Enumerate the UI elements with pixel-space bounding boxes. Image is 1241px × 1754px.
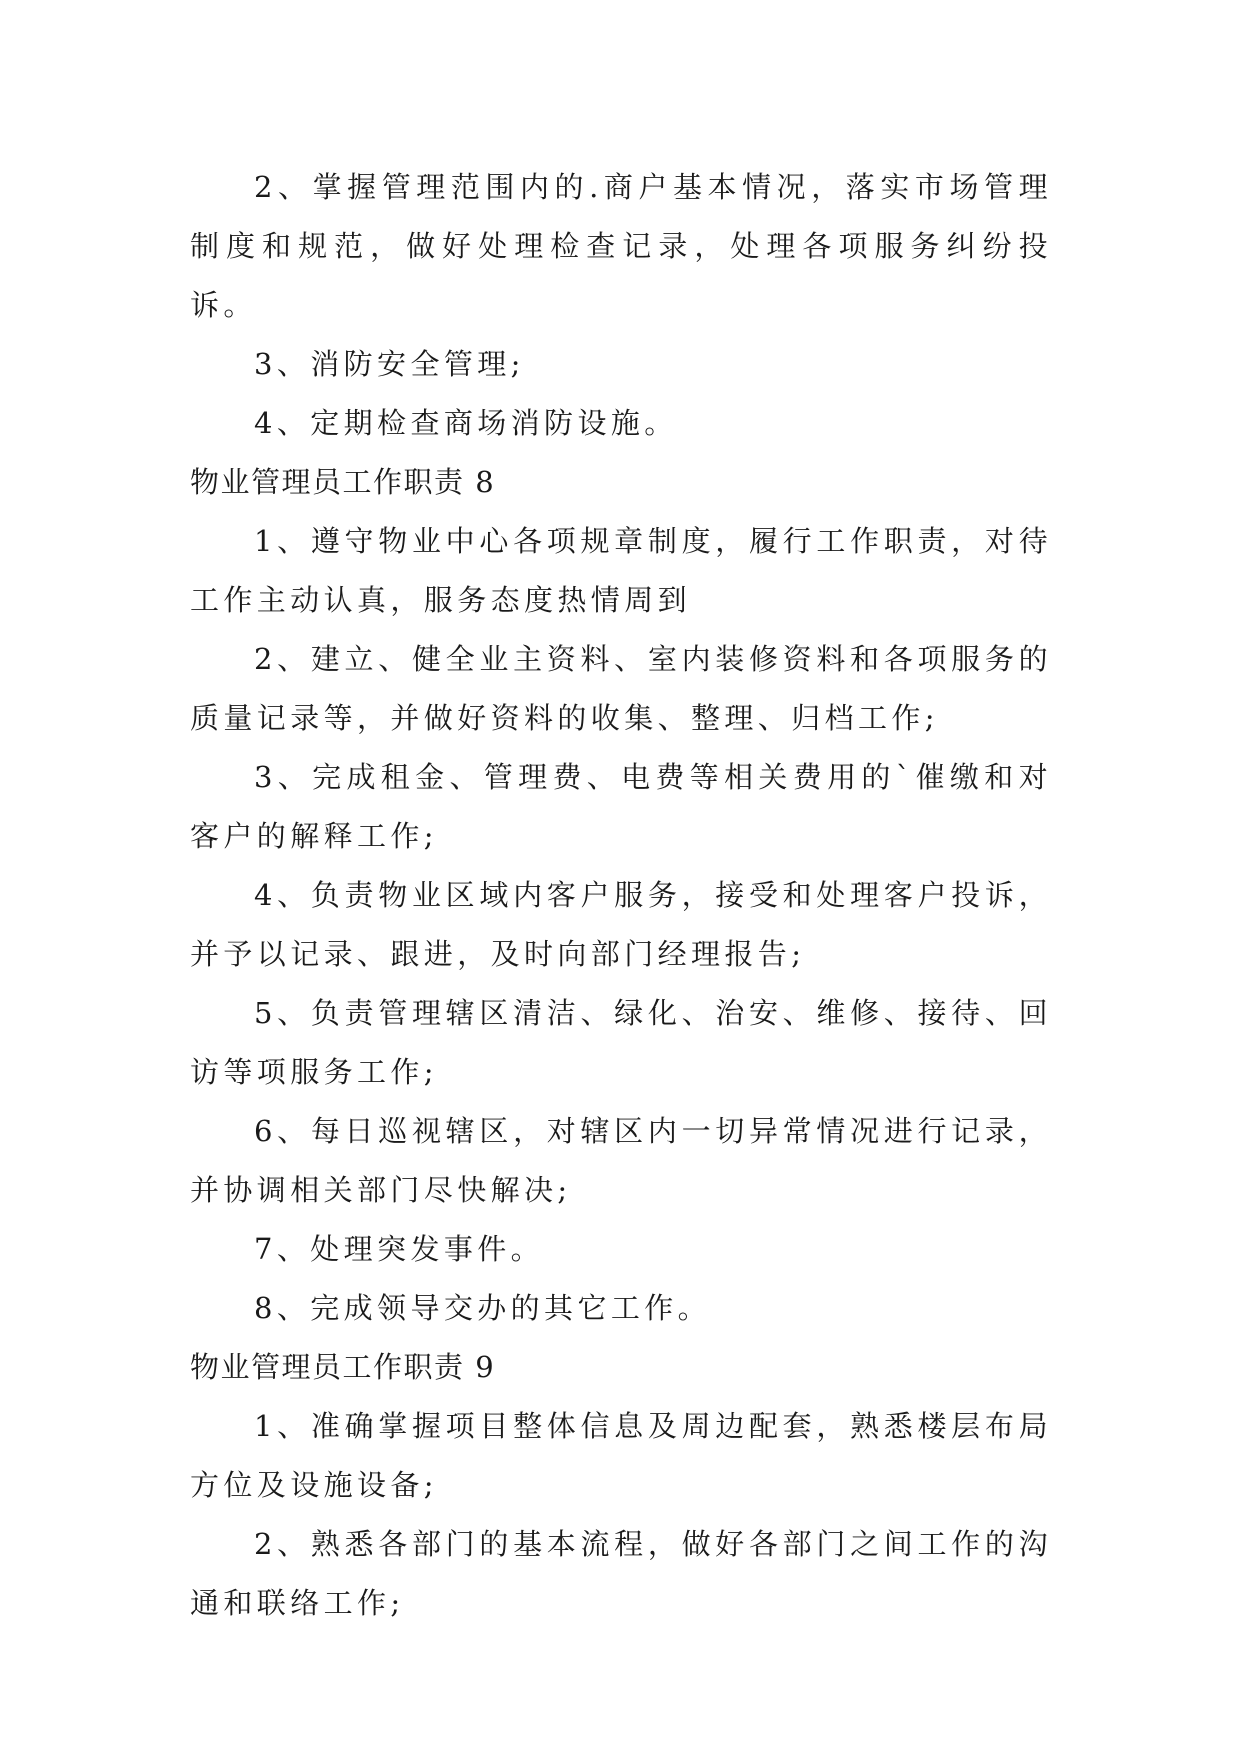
paragraph-market-4: 4、定期检查商场消防设施。 xyxy=(254,406,678,440)
paragraph-duty8-3: 3、完成租金、管理费、电费等相关费用的`催缴和对客户的解释工作; xyxy=(190,760,1052,853)
paragraph-duty8-5: 5、负责管理辖区清洁、绿化、治安、维修、接待、回访等项服务工作; xyxy=(190,996,1052,1089)
document-body xyxy=(190,158,1052,1633)
section-heading-9: 物业管理员工作职责 9 xyxy=(190,1350,496,1384)
paragraph-market-3: 3、消防安全管理; xyxy=(254,347,525,381)
paragraph-duty8-8: 8、完成领导交办的其它工作。 xyxy=(254,1291,712,1325)
paragraph-duty8-6: 6、每日巡视辖区，对辖区内一切异常情况进行记录，并协调相关部门尽快解决; xyxy=(190,1114,1052,1207)
paragraph-duty9-2: 2、熟悉各部门的基本流程，做好各部门之间工作的沟通和联络工作; xyxy=(190,1527,1052,1620)
paragraph-duty9-1: 1、准确掌握项目整体信息及周边配套，熟悉楼层布局方位及设施设备; xyxy=(190,1409,1052,1502)
paragraph-duty8-7: 7、处理突发事件。 xyxy=(254,1232,545,1266)
paragraph-duty8-2: 2、建立、健全业主资料、室内装修资料和各项服务的质量记录等，并做好资料的收集、整理、归档工作; xyxy=(190,642,1052,735)
paragraph-duty8-4: 4、负责物业区域内客户服务，接受和处理客户投诉，并予以记录、跟进，及时向部门经理报告; xyxy=(190,878,1052,971)
paragraph-duty8-1: 1、遵守物业中心各项规章制度，履行工作职责，对待工作主动认真，服务态度热情周到 xyxy=(190,524,1052,617)
section-heading-8: 物业管理员工作职责 8 xyxy=(190,465,496,499)
paragraph-market-2: 2、掌握管理范围内的.商户基本情况，落实市场管理制度和规范，做好处理检查记录，处理各项服务纠纷投诉。 xyxy=(190,170,1052,322)
